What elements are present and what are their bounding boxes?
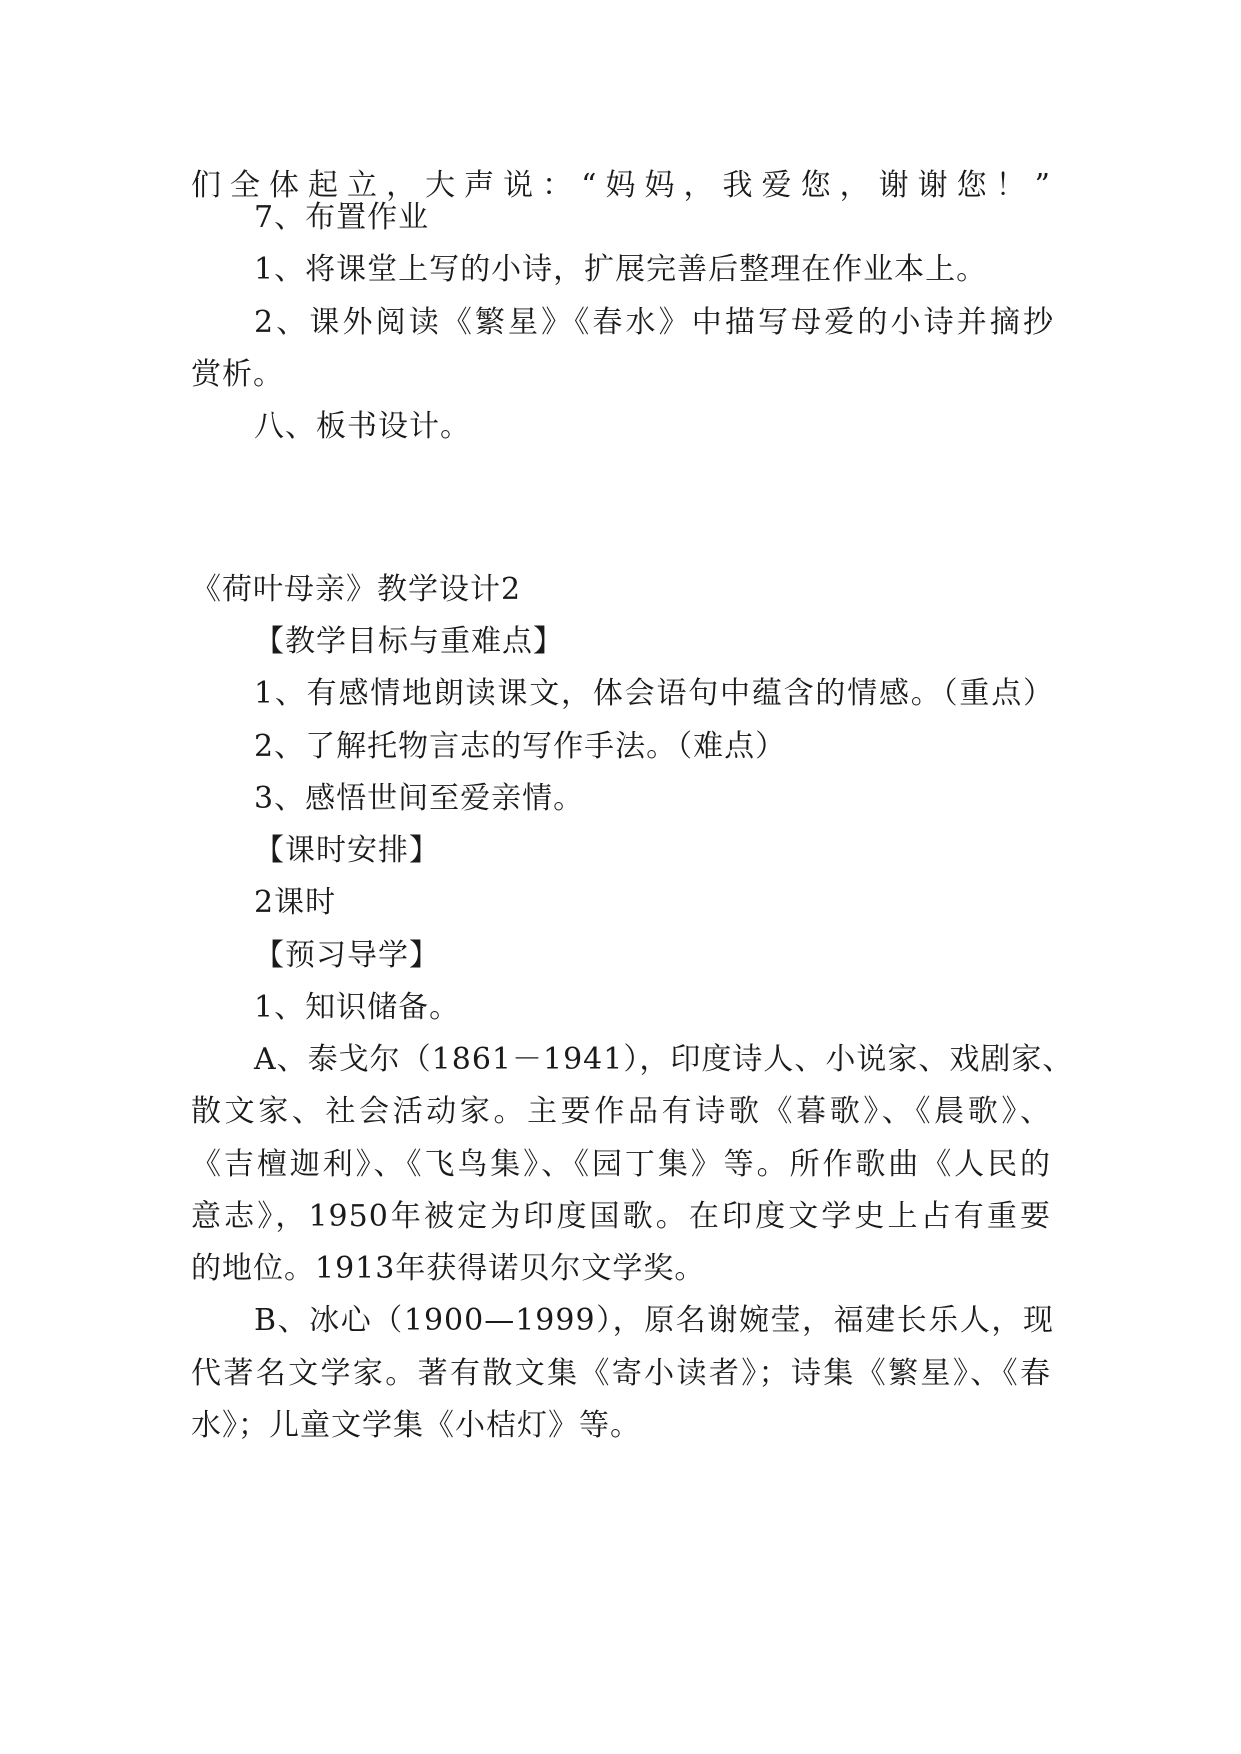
paragraph-line: 散文家、社会活动家。主要作品有诗歌《暮歌》、《晨歌》、 — [191, 1094, 1051, 1129]
paragraph-line: 1、知识储备。 — [254, 990, 461, 1025]
section-heading: 【预习导学】 — [254, 938, 440, 973]
paragraph-line: 3、感悟世间至爱亲情。 — [254, 781, 585, 816]
paragraph-line: 八、板书设计。 — [254, 409, 471, 444]
paragraph-line: 7、布置作业 — [254, 200, 430, 235]
paragraph-line: 1、将课堂上写的小诗，扩展完善后整理在作业本上。 — [254, 252, 988, 287]
paragraph-line: A、泰戈尔（1861－1941），印度诗人、小说家、戏剧家、 — [254, 1042, 1074, 1077]
paragraph-line: 1、有感情地朗读课文，体会语句中蕴含的情感。（重点） — [254, 676, 1054, 711]
paragraph-line: 赏析。 — [191, 357, 284, 392]
paragraph-line: 2课时 — [254, 885, 337, 920]
section-heading: 【课时安排】 — [254, 833, 440, 868]
paragraph-line: 代著名文学家。著有散文集《寄小读者》；诗集《繁星》、《春 — [191, 1356, 1051, 1391]
section-title: 《荷叶母亲》教学设计2 — [191, 572, 522, 607]
paragraph-line: B、冰心（1900—1999），原名谢婉莹，福建长乐人，现 — [254, 1303, 1054, 1338]
paragraph-line: 《吉檀迦利》、《飞鸟集》、《园丁集》等。所作歌曲《人民的 — [191, 1147, 1051, 1182]
paragraph-line: 2、了解托物言志的写作手法。（难点） — [254, 729, 787, 764]
paragraph-line: 2、课外阅读《繁星》《春水》中描写母爱的小诗并摘抄 — [254, 305, 1054, 340]
paragraph-line: 意志》，1950年被定为印度国歌。在印度文学史上占有重要 — [191, 1199, 1051, 1234]
section-heading: 【教学目标与重难点】 — [254, 624, 564, 659]
paragraph-line: 的地位。1913年获得诺贝尔文学奖。 — [191, 1251, 706, 1286]
paragraph-line: 水》；儿童文学集《小桔灯》等。 — [191, 1408, 641, 1443]
paragraph-line: 们全体起立，大声说：“妈妈，我爱您，谢谢您！” — [191, 168, 1051, 203]
